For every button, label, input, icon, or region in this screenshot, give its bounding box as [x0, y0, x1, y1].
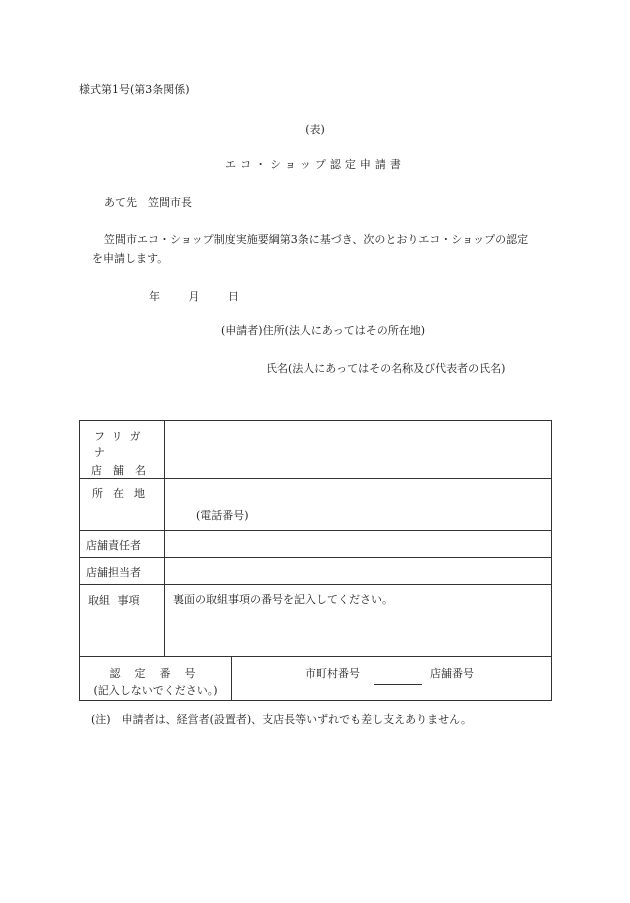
number-underline: [374, 684, 422, 685]
shop-name-field[interactable]: [165, 421, 552, 479]
contact-label: 店舗担当者: [86, 566, 141, 579]
footer-note: (注) 申請者は、経営者(設置者)、支店長等いずれでも差し支えありません。: [91, 713, 472, 726]
addressee: あて先 笠間市長: [104, 196, 192, 209]
date-day: 日: [228, 290, 239, 303]
applicant-address-label: (申請者)住所(法人にあってはその所在地): [221, 324, 426, 337]
location-field[interactable]: [165, 479, 552, 531]
document-title: エコ・ショップ認定申請書: [225, 158, 405, 171]
date-year: 年: [149, 290, 160, 303]
manager-label-cell: [80, 531, 165, 558]
cert-number-label: 認定番号: [109, 667, 210, 680]
body-text-line-1: 笠間市エコ・ショップ制度実施要綱第3条に基づき、次のとおりエコ・ショップの認定: [104, 233, 529, 246]
manager-field[interactable]: [165, 531, 552, 558]
location-row: [80, 479, 552, 531]
cert-label-cell: [80, 657, 232, 701]
certification-row: [80, 657, 552, 701]
initiative-label-cell: [80, 585, 165, 657]
side-indicator: (表): [305, 123, 325, 136]
date-line: [149, 288, 239, 304]
manager-row: [80, 531, 552, 558]
tel-label: (電話番号): [196, 509, 249, 522]
initiative-instruction: 裏面の取組事項の番号を記入してください。: [173, 593, 393, 606]
initiative-row: [80, 585, 552, 657]
contact-field[interactable]: [165, 558, 552, 585]
form-number: 様式第1号(第3条関係): [79, 83, 190, 96]
initiative-label: 取組 事項: [88, 594, 140, 607]
applicant-name-label: 氏名(法人にあってはその名称及び代表者の氏名): [266, 362, 506, 375]
shop-name-label: 店舗名: [91, 464, 157, 477]
manager-label: 店舗責任者: [86, 539, 141, 552]
shop-info-table: [79, 420, 552, 657]
contact-label-cell: [80, 558, 165, 585]
location-label-cell: [80, 479, 165, 531]
location-label: 所在地: [92, 487, 155, 500]
initiative-field[interactable]: [165, 585, 552, 657]
shop-name-label-cell: [80, 421, 165, 479]
shop-number-label: 店舗番号: [430, 667, 474, 680]
cert-note: (記入しないでください。): [93, 684, 218, 697]
shop-name-row: [80, 421, 552, 479]
contact-row: [80, 558, 552, 585]
cert-number-field: [232, 657, 552, 701]
body-text-line-2: を申請します。: [92, 252, 169, 265]
date-month: 月: [188, 290, 200, 303]
certification-table: [79, 656, 552, 701]
furigana-label: フリガナ: [94, 430, 148, 459]
municipality-number-label: 市町村番号: [305, 667, 360, 680]
